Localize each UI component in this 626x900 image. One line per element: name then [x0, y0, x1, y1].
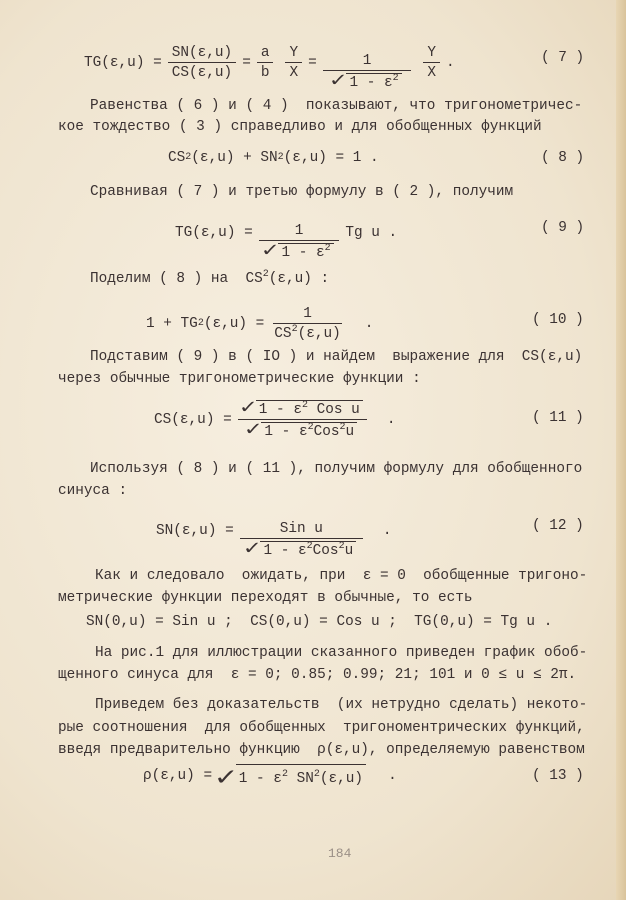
exponent: 2 [338, 541, 345, 552]
exponent: 2 [307, 422, 314, 433]
numerator: SN(ε,u) [168, 45, 236, 63]
text: Поделим ( 8 ) на CS [90, 271, 263, 287]
den-text: (ε,u) [297, 326, 341, 342]
numerator: 1 [259, 223, 340, 241]
exponent: 2 [262, 269, 269, 280]
radicand-text: Cos u [307, 402, 360, 418]
period: . [382, 523, 392, 539]
eq-text: CS [168, 150, 186, 166]
eq-lhs: TG(ε,u) = [175, 225, 253, 241]
fraction [270, 306, 344, 342]
eq-lhs: SN(ε,u) = [156, 523, 234, 539]
fraction [168, 45, 236, 81]
eq-text: (ε,u) + SN [191, 150, 278, 166]
equation-13 [143, 763, 397, 793]
radicand [346, 73, 401, 91]
denominator: CS(ε,u) [171, 65, 233, 81]
equation-11 [154, 397, 396, 442]
fraction [259, 223, 340, 261]
exponent: 2 [301, 400, 308, 411]
eq-lhs: ρ(ε,u) = [143, 767, 213, 784]
paragraph-line: Как и следовало ожидать, при ε = 0 обобщенные тригоно- [95, 568, 588, 584]
fraction [423, 45, 440, 81]
radicand [236, 764, 366, 787]
sqrt [238, 397, 367, 420]
period: . [388, 767, 397, 784]
radicand-text: Cos [312, 543, 339, 559]
fraction [323, 53, 412, 91]
eq-lhs: (ε,u) = [203, 316, 265, 332]
page-edge [616, 0, 626, 900]
page-number: 184 [328, 846, 352, 861]
sqrt [328, 71, 405, 91]
radical-sign: ✓ [330, 70, 347, 93]
period: . [386, 412, 396, 428]
equation-number: ( 8 ) [541, 150, 585, 166]
paragraph-line: введя предварительно функцию ρ(ε,u), определяемую равенством [58, 742, 585, 758]
eq-lhs: TG(ε,u) = [84, 55, 162, 71]
sqrt [242, 539, 360, 559]
equation-number: ( 10 ) [532, 312, 584, 328]
equation-8: CS 2 (ε,u) + SN 2 (ε,u) = 1 . [168, 150, 379, 166]
numerator: Y [285, 45, 302, 63]
paragraph-line [90, 270, 329, 288]
equation-number: ( 11 ) [532, 410, 584, 426]
radicand-text: u [344, 543, 354, 559]
denominator: X [427, 65, 437, 81]
special-case-equations: SN(0,u) = Sin u ; CS(0,u) = Cos u ; TG(0,u) = Tg u . [86, 614, 553, 630]
equation-number: ( 9 ) [541, 220, 585, 236]
period: . [446, 55, 455, 71]
radicand-text: Cos [313, 424, 340, 440]
radicand-text: 1 - ε [264, 424, 308, 440]
paragraph-line: На рис.1 для иллюстрации сказанного приведен график обоб- [95, 645, 588, 661]
denominator [270, 324, 344, 342]
paragraph-line: Подставим ( 9 ) в ( IO ) и найдем выражение для CS(ε,u) [90, 349, 583, 365]
period: . [364, 316, 374, 332]
exponent: 2 [339, 422, 346, 433]
equals: = [242, 55, 251, 71]
radical-sign: ✓ [245, 419, 262, 442]
paragraph-line: синуса : [58, 483, 128, 499]
denominator: X [289, 65, 299, 81]
sqrt [243, 420, 361, 440]
radical-sign: ✓ [215, 763, 237, 793]
paragraph-line: метрические функции переходят в обычные, то есть [58, 590, 473, 606]
radicand-text: (ε,u) [319, 771, 364, 787]
numerator: 1 [273, 306, 342, 324]
exponent: 2 [313, 769, 320, 780]
radicand-text: 1 - ε [349, 75, 393, 91]
exponent: 2 [324, 243, 331, 254]
radicand-text: 1 - ε [263, 543, 307, 559]
numerator: Sin u [240, 521, 363, 539]
equation-10: 1 + TG 2 (ε,u) = $\frac{1}{CS^2(\varepsilon,u)}$ . [146, 306, 374, 342]
radicand-text: 1 - ε [238, 771, 282, 787]
eq-text: (ε,u) = 1 . [283, 150, 379, 166]
exponent: 2 [291, 324, 298, 335]
radicand-text: 1 - ε [281, 245, 325, 261]
paragraph-line: через обычные тригонометрические функции : [58, 371, 421, 387]
paragraph-line: рые соотношения для обобщенных тригономентрических функций, [58, 720, 585, 736]
exponent: 2 [392, 73, 399, 84]
paragraph-line: Используя ( 8 ) и ( 11 ), получим формулу для обобщенного [90, 461, 583, 477]
paragraph-line: кое тождество ( 3 ) справедливо и для обобщенных функций [58, 119, 542, 135]
radical-sign: ✓ [239, 397, 256, 420]
sqrt [215, 763, 366, 793]
radical-sign: ✓ [244, 538, 261, 561]
text: (ε,u) : [268, 271, 330, 287]
eq-rhs: Tg u . [345, 225, 398, 241]
paragraph-line: щенного синуса для ε = 0; 0.85; 0.99; 21; 101 и 0 ≤ u ≤ 2π. [58, 667, 577, 683]
radicand-text: SN [287, 771, 314, 787]
equation-number: ( 13 ) [532, 768, 584, 784]
eq-lhs: CS(ε,u) = [154, 412, 232, 428]
denominator: b [260, 65, 270, 81]
fraction [240, 521, 363, 559]
fraction [238, 397, 367, 442]
paragraph-line: Приведем без доказательств (их нетрудно сделать) некото- [95, 697, 588, 713]
paragraph-line: Равенства ( 6 ) и ( 4 ) показывают, что тригонометричес- [90, 98, 583, 114]
fraction [257, 45, 274, 81]
den-text: CS [274, 326, 292, 342]
radicand [278, 243, 333, 261]
radicand [256, 400, 363, 418]
radicand [261, 422, 357, 440]
equation-number: ( 7 ) [541, 50, 585, 66]
exponent: 2 [281, 769, 288, 780]
radical-sign: ✓ [262, 240, 279, 263]
numerator: a [257, 45, 274, 63]
exponent: 2 [306, 541, 313, 552]
radicand-text: u [345, 424, 355, 440]
numerator: 1 [323, 53, 412, 71]
radicand [260, 541, 356, 559]
sqrt [260, 241, 337, 261]
fraction [285, 45, 302, 81]
equation-number: ( 12 ) [532, 518, 584, 534]
numerator: Y [423, 45, 440, 63]
radicand-text: 1 - ε [258, 402, 302, 418]
paragraph-line: Сравнивая ( 7 ) и третью формулу в ( 2 ), получим [90, 184, 514, 200]
eq-lhs: 1 + TG [146, 316, 198, 332]
equals: = [308, 55, 317, 71]
